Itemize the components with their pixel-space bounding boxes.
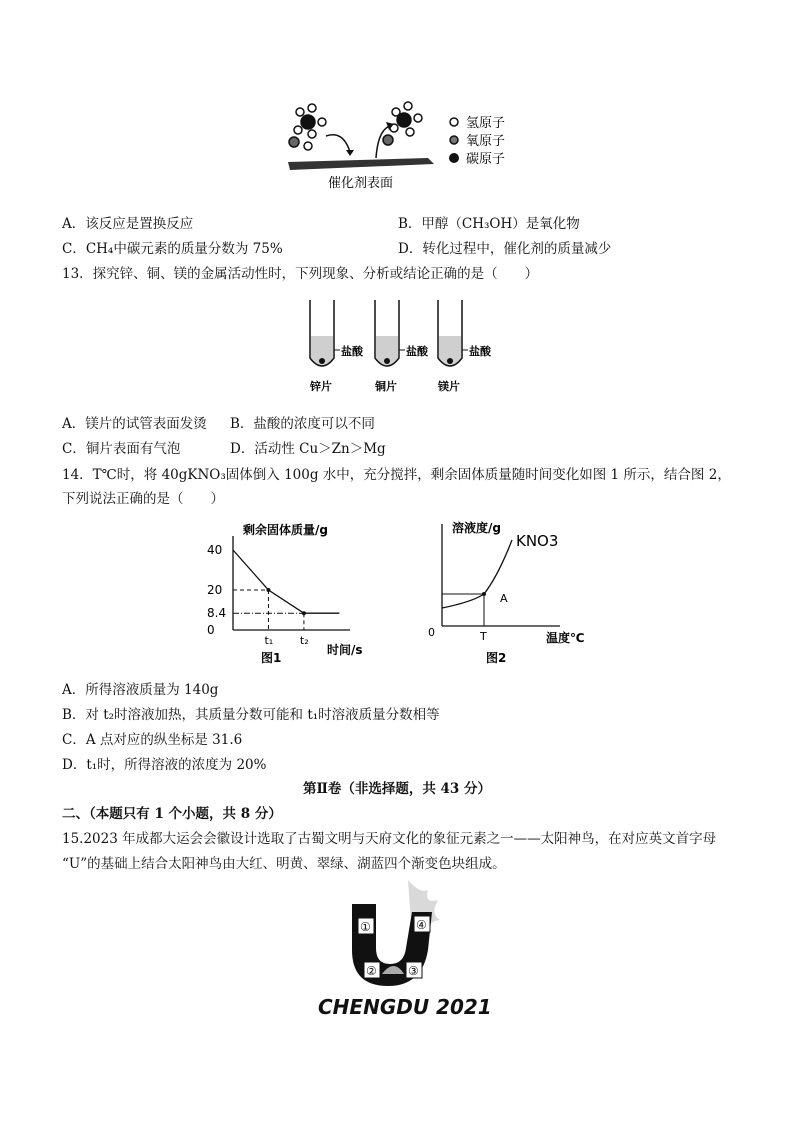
chart2-origin: 0 — [428, 626, 435, 639]
legend-carbon: 碳原子 — [466, 152, 506, 167]
q12-option-c: C．CH₄中碳元素的质量分数为 75% — [62, 241, 283, 257]
q12-option-a: A．该反应是置换反应 — [62, 216, 194, 232]
catalyst-surface — [288, 158, 434, 170]
q14-stem-line1: 14．T℃时，将 40gKNO₃固体倒入 100g 水中，充分搅拌，剩余固体质量随时间变化如图 1 所示，结合图 2， — [62, 467, 731, 483]
catalyst-figure — [278, 100, 518, 195]
section2-heading: 二、（本题只有 1 个小题，共 8 分） — [62, 806, 282, 822]
q14-option-a: A．所得溶液质量为 140g — [62, 682, 219, 698]
legend-hydrogen: 氢原子 — [466, 116, 506, 131]
q13-option-c: C．铜片表面有气泡 — [62, 441, 181, 457]
chart1-series-line — [233, 550, 339, 613]
section2-title: 第Ⅱ卷（非选择题，共 43 分） — [302, 781, 492, 797]
q15-line1: 15.2023 年成都大运会会徽设计选取了古蜀文明与天府文化的象征元素之一——太阳神鸟，在对应英文首字母 — [62, 831, 717, 847]
chart1-title: 图1 — [261, 651, 282, 665]
chengdu-logo — [300, 870, 500, 1020]
chart2-ylabel: 溶液度/g — [452, 521, 501, 535]
marker-2: ② — [366, 964, 377, 978]
chart1-y-tick: 8.4 — [207, 606, 227, 621]
chart1-xlabel: 时间/s — [327, 643, 363, 657]
chart2-xlabel: 温度℃ — [546, 631, 585, 645]
molecule-left — [289, 104, 326, 150]
chart1-y-tick: 20 — [207, 583, 223, 597]
chart1-x-tick: t₁ — [264, 634, 274, 647]
marker-3: ③ — [408, 964, 419, 978]
q14-option-c: C．A 点对应的纵坐标是 31.6 — [62, 732, 243, 748]
q14-option-b: B．对 t₂时溶液加热，其质量分数可能和 t₁时溶液质量分数相等 — [62, 707, 440, 723]
chart1-y-tick: 0 — [207, 623, 215, 637]
legend-oxygen: 氧原子 — [466, 134, 506, 149]
chart1-point — [302, 611, 306, 615]
logo-text: CHENGDU 2021 — [318, 995, 492, 1019]
metal-zinc: 锌片 — [310, 380, 332, 393]
q12-option-b: B．甲醇（CH₃OH）是氧化物 — [398, 216, 580, 232]
q12-option-d: D．转化过程中，催化剂的质量减少 — [398, 241, 612, 257]
q13-stem: 13．探究锌、铜、镁的金属活动性时，下列现象、分析或结论正确的是（ ） — [62, 266, 539, 282]
chart2-point-label: A — [500, 592, 508, 605]
q13-option-b: B．盐酸的浓度可以不同 — [230, 416, 375, 432]
q15-line2: “U”的基础上结合太阳神鸟由大红、明黄、翠绿、湖蓝四个渐变色块组成。 — [62, 856, 506, 872]
q13-option-d: D．活动性 Cu＞Zn＞Mg — [230, 441, 386, 457]
chart1-point — [266, 588, 270, 592]
chart2-point-a — [482, 592, 486, 596]
surface-label: 催化剂表面 — [328, 176, 394, 191]
arrow-down — [326, 135, 350, 152]
chart-fig1 — [205, 518, 375, 668]
acid-label-3: 盐酸 — [469, 345, 491, 358]
chart-fig2 — [420, 518, 590, 668]
q14-stem-line2: 下列说法正确的是（ ） — [62, 491, 224, 507]
test-tubes-figure — [300, 298, 500, 398]
chart2-series-label: KNO3 — [516, 532, 559, 550]
chart2-tick-t: T — [480, 630, 487, 643]
chart1-y-tick: 40 — [207, 543, 223, 557]
acid-label-1: 盐酸 — [341, 345, 363, 358]
chart2-title: 图2 — [486, 651, 507, 665]
metal-copper: 铜片 — [375, 380, 397, 393]
marker-4: ④ — [416, 918, 427, 932]
chart1-x-tick: t₂ — [299, 634, 309, 647]
metal-magnesium: 镁片 — [438, 380, 460, 393]
marker-1: ① — [360, 920, 371, 934]
chart1-ylabel: 剩余固体质量/g — [243, 523, 328, 537]
q13-option-a: A．镁片的试管表面发烫 — [62, 416, 207, 432]
acid-label-2: 盐酸 — [406, 345, 428, 358]
q14-option-d: D．t₁时，所得溶液的浓度为 20% — [62, 757, 267, 773]
